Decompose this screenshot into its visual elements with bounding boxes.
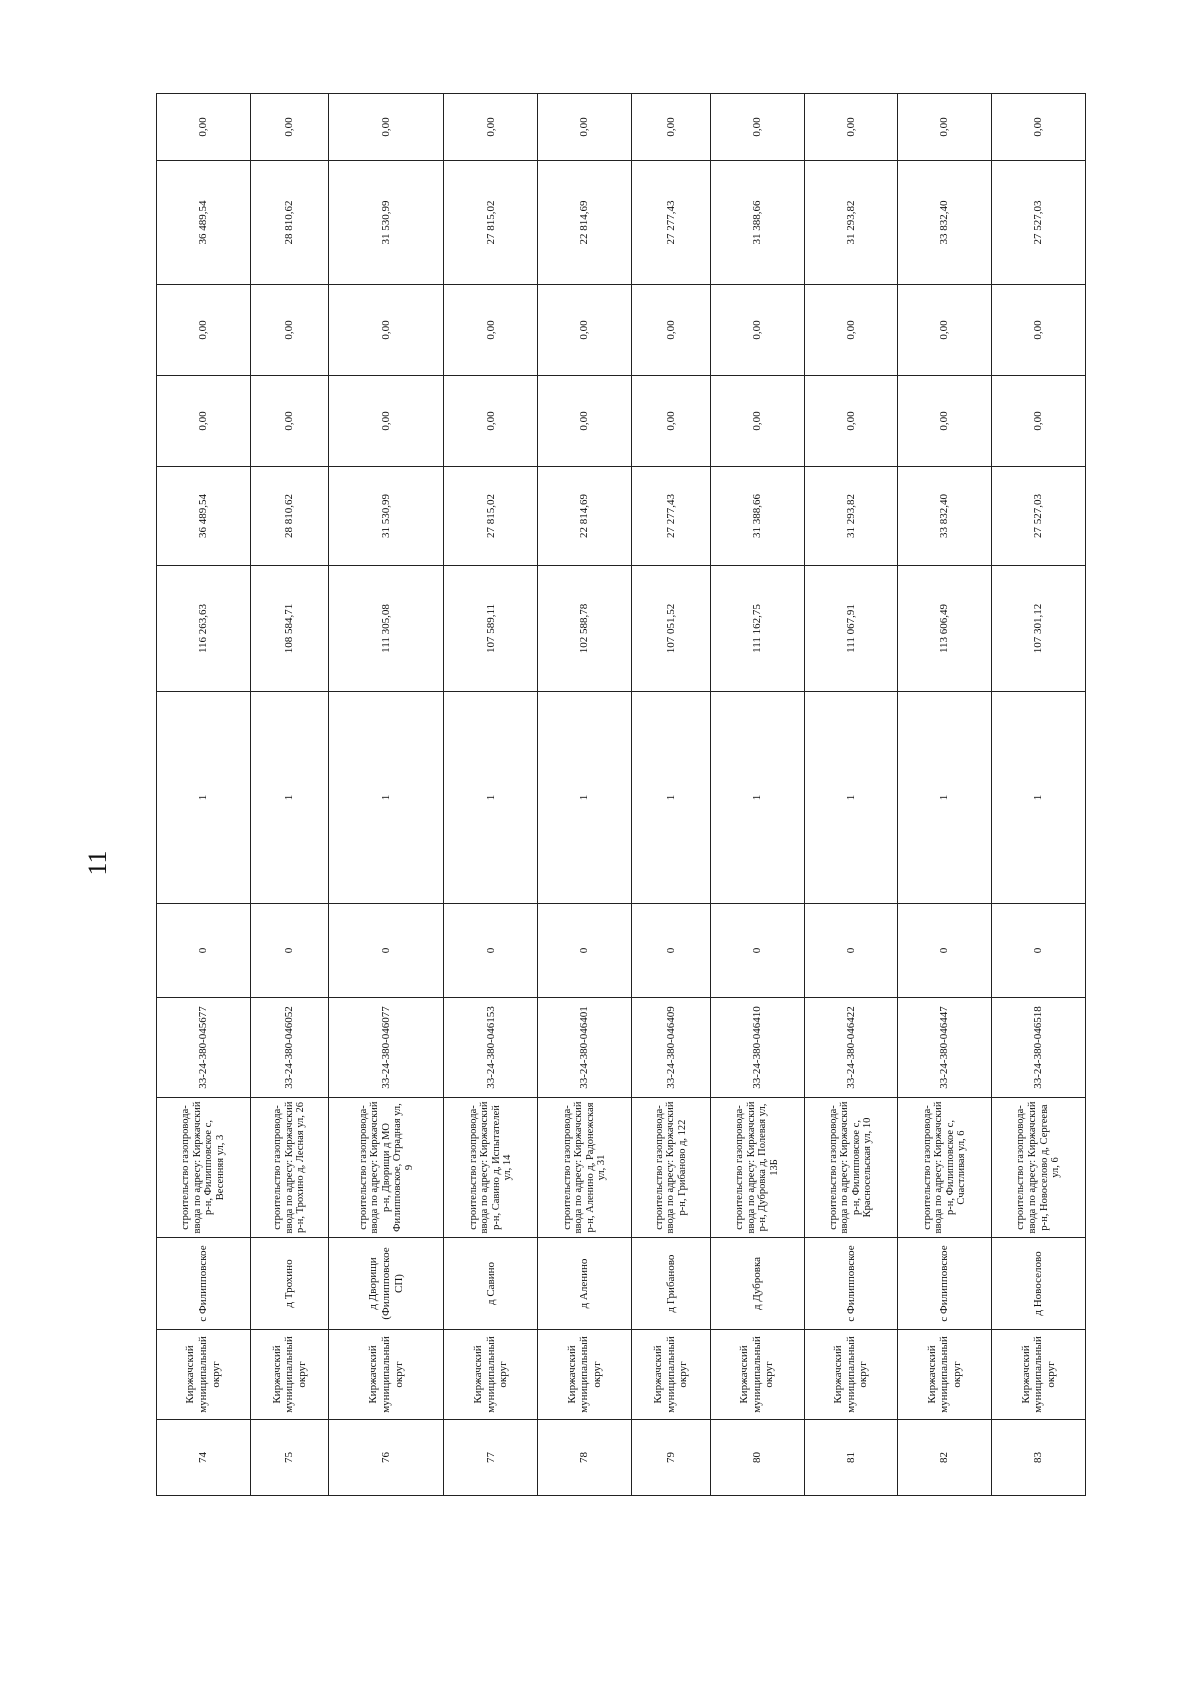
value-col2-cell: 1	[250, 692, 329, 904]
description-cell: строительство газопровода-ввода по адресу: Киржачский р-н, Савино д, Испытателей ул, 14	[444, 1098, 538, 1238]
cadastral-number-cell: 33-24-380-046422	[804, 998, 898, 1098]
value-col5-cell: 0,00	[444, 376, 538, 467]
cadastral-number-cell: 33-24-380-046401	[538, 998, 632, 1098]
value-col6-cell: 0,00	[538, 285, 632, 376]
district-cell: Киржачский муниципальный округ	[157, 1330, 251, 1420]
value-col3-cell: 107 589,11	[444, 566, 538, 692]
value-col2-cell: 1	[710, 692, 804, 904]
value-col1-cell: 0	[632, 904, 711, 998]
value-col4-cell: 31 388,66	[710, 467, 804, 566]
value-col5-cell: 0,00	[632, 376, 711, 467]
value-col5-cell: 0,00	[329, 376, 444, 467]
value-col3-cell: 111 162,75	[710, 566, 804, 692]
value-col3-cell: 111 067,91	[804, 566, 898, 692]
district-cell: Киржачский муниципальный округ	[992, 1330, 1086, 1420]
value-col2-cell: 1	[538, 692, 632, 904]
locality-cell: с Филипповское	[157, 1238, 251, 1330]
value-col4-cell: 31 293,82	[804, 467, 898, 566]
description-cell: строительство газопровода-ввода по адресу: Киржачский р-н, Филипповское с, Счастливая ул, 6	[898, 1098, 992, 1238]
locality-cell: д Аленино	[538, 1238, 632, 1330]
description-cell: строительство газопровода-ввода по адресу: Киржачский р-н, Филипповское с, Красносельская ул, 10	[804, 1098, 898, 1238]
value-col4-cell: 28 810,62	[250, 467, 329, 566]
district-cell: Киржачский муниципальный округ	[710, 1330, 804, 1420]
row-number-cell: 80	[710, 1420, 804, 1496]
value-col3-cell: 116 263,63	[157, 566, 251, 692]
table-row	[250, 94, 329, 1496]
row-number-cell: 74	[157, 1420, 251, 1496]
table-row	[898, 94, 992, 1496]
description-cell: строительство газопровода-ввода по адресу: Киржачский р-н, Грибаново д, 122	[632, 1098, 711, 1238]
value-col6-cell: 0,00	[157, 285, 251, 376]
value-col1-cell: 0	[329, 904, 444, 998]
value-col3-cell: 107 051,52	[632, 566, 711, 692]
row-number-cell: 82	[898, 1420, 992, 1496]
cadastral-number-cell: 33-24-380-046410	[710, 998, 804, 1098]
value-col7-cell: 31 388,66	[710, 161, 804, 285]
value-col3-cell: 108 584,71	[250, 566, 329, 692]
page-number: 11	[83, 850, 112, 876]
value-col6-cell: 0,00	[992, 285, 1086, 376]
value-col4-cell: 36 489,54	[157, 467, 251, 566]
value-col5-cell: 0,00	[898, 376, 992, 467]
value-col2-cell: 1	[444, 692, 538, 904]
district-cell: Киржачский муниципальный округ	[632, 1330, 711, 1420]
cadastral-number-cell: 33-24-380-046153	[444, 998, 538, 1098]
value-col1-cell: 0	[992, 904, 1086, 998]
cadastral-number-cell: 33-24-380-046409	[632, 998, 711, 1098]
value-col6-cell: 0,00	[804, 285, 898, 376]
value-col6-cell: 0,00	[710, 285, 804, 376]
table-row	[157, 94, 251, 1496]
value-col5-cell: 0,00	[250, 376, 329, 467]
value-col1-cell: 0	[804, 904, 898, 998]
value-col4-cell: 22 814,69	[538, 467, 632, 566]
description-cell: строительство газопровода-ввода по адресу: Киржачский р-н, Новоселово д, Сергеева ул, 6	[992, 1098, 1086, 1238]
locality-cell: д Новоселово	[992, 1238, 1086, 1330]
value-col2-cell: 1	[804, 692, 898, 904]
value-col5-cell: 0,00	[538, 376, 632, 467]
table-row	[444, 94, 538, 1496]
value-col6-cell: 0,00	[632, 285, 711, 376]
row-number-cell: 78	[538, 1420, 632, 1496]
description-cell: строительство газопровода-ввода по адресу: Киржачский р-н, Трохино д, Лесная ул, 26	[250, 1098, 329, 1238]
value-col3-cell: 107 301,12	[992, 566, 1086, 692]
value-col4-cell: 27 815,02	[444, 467, 538, 566]
value-col8-cell: 0,00	[444, 94, 538, 161]
value-col8-cell: 0,00	[250, 94, 329, 161]
table-row	[710, 94, 804, 1496]
value-col7-cell: 36 489,54	[157, 161, 251, 285]
description-cell: строительство газопровода-ввода по адресу: Киржачский р-н, Дворищи д МО Филипповское, Отрадная ул, 9	[329, 1098, 444, 1238]
row-number-cell: 75	[250, 1420, 329, 1496]
locality-cell: с Филипповское	[898, 1238, 992, 1330]
value-col4-cell: 33 832,40	[898, 467, 992, 566]
rotated-table-container	[156, 94, 1086, 1496]
locality-cell: д Трохино	[250, 1238, 329, 1330]
value-col3-cell: 113 606,49	[898, 566, 992, 692]
value-col8-cell: 0,00	[329, 94, 444, 161]
value-col8-cell: 0,00	[804, 94, 898, 161]
value-col5-cell: 0,00	[710, 376, 804, 467]
table-row	[804, 94, 898, 1496]
description-cell: строительство газопровода-ввода по адресу: Киржачский р-н, Дубровка д, Полевая ул, 13Б	[710, 1098, 804, 1238]
data-table	[156, 93, 1086, 1496]
cadastral-number-cell: 33-24-380-046447	[898, 998, 992, 1098]
value-col3-cell: 102 588,78	[538, 566, 632, 692]
district-cell: Киржачский муниципальный округ	[329, 1330, 444, 1420]
value-col1-cell: 0	[898, 904, 992, 998]
value-col1-cell: 0	[538, 904, 632, 998]
value-col4-cell: 31 530,99	[329, 467, 444, 566]
locality-cell: д Дубровка	[710, 1238, 804, 1330]
locality-cell: д Савино	[444, 1238, 538, 1330]
table-row	[632, 94, 711, 1496]
value-col6-cell: 0,00	[250, 285, 329, 376]
value-col8-cell: 0,00	[538, 94, 632, 161]
row-number-cell: 79	[632, 1420, 711, 1496]
value-col2-cell: 1	[632, 692, 711, 904]
value-col6-cell: 0,00	[329, 285, 444, 376]
value-col8-cell: 0,00	[632, 94, 711, 161]
value-col8-cell: 0,00	[898, 94, 992, 161]
value-col7-cell: 27 815,02	[444, 161, 538, 285]
value-col1-cell: 0	[444, 904, 538, 998]
value-col1-cell: 0	[157, 904, 251, 998]
value-col4-cell: 27 527,03	[992, 467, 1086, 566]
cadastral-number-cell: 33-24-380-046077	[329, 998, 444, 1098]
value-col4-cell: 27 277,43	[632, 467, 711, 566]
table-body	[157, 94, 1086, 1496]
locality-cell: с Филипповское	[804, 1238, 898, 1330]
value-col5-cell: 0,00	[992, 376, 1086, 467]
value-col6-cell: 0,00	[444, 285, 538, 376]
table-row	[992, 94, 1086, 1496]
table-row	[329, 94, 444, 1496]
value-col3-cell: 111 305,08	[329, 566, 444, 692]
value-col2-cell: 1	[329, 692, 444, 904]
district-cell: Киржачский муниципальный округ	[898, 1330, 992, 1420]
value-col7-cell: 33 832,40	[898, 161, 992, 285]
value-col7-cell: 27 527,03	[992, 161, 1086, 285]
value-col2-cell: 1	[898, 692, 992, 904]
district-cell: Киржачский муниципальный округ	[444, 1330, 538, 1420]
value-col7-cell: 22 814,69	[538, 161, 632, 285]
district-cell: Киржачский муниципальный округ	[250, 1330, 329, 1420]
value-col2-cell: 1	[992, 692, 1086, 904]
value-col8-cell: 0,00	[992, 94, 1086, 161]
value-col7-cell: 27 277,43	[632, 161, 711, 285]
value-col8-cell: 0,00	[157, 94, 251, 161]
district-cell: Киржачский муниципальный округ	[804, 1330, 898, 1420]
value-col1-cell: 0	[250, 904, 329, 998]
locality-cell: д Дворищи (Филипповское СП)	[329, 1238, 444, 1330]
value-col5-cell: 0,00	[804, 376, 898, 467]
value-col6-cell: 0,00	[898, 285, 992, 376]
row-number-cell: 81	[804, 1420, 898, 1496]
row-number-cell: 77	[444, 1420, 538, 1496]
locality-cell: д Грибаново	[632, 1238, 711, 1330]
value-col7-cell: 31 530,99	[329, 161, 444, 285]
value-col8-cell: 0,00	[710, 94, 804, 161]
value-col7-cell: 28 810,62	[250, 161, 329, 285]
value-col5-cell: 0,00	[157, 376, 251, 467]
row-number-cell: 76	[329, 1420, 444, 1496]
row-number-cell: 83	[992, 1420, 1086, 1496]
cadastral-number-cell: 33-24-380-045677	[157, 998, 251, 1098]
value-col7-cell: 31 293,82	[804, 161, 898, 285]
description-cell: строительство газопровода-ввода по адресу: Киржачский р-н, Филипповское с, Весенняя ул, 3	[157, 1098, 251, 1238]
cadastral-number-cell: 33-24-380-046052	[250, 998, 329, 1098]
value-col2-cell: 1	[157, 692, 251, 904]
description-cell: строительство газопровода-ввода по адресу: Киржачский р-н, Аленино д, Радонежская ул, 31	[538, 1098, 632, 1238]
value-col1-cell: 0	[710, 904, 804, 998]
district-cell: Киржачский муниципальный округ	[538, 1330, 632, 1420]
cadastral-number-cell: 33-24-380-046518	[992, 998, 1086, 1098]
table-row	[538, 94, 632, 1496]
